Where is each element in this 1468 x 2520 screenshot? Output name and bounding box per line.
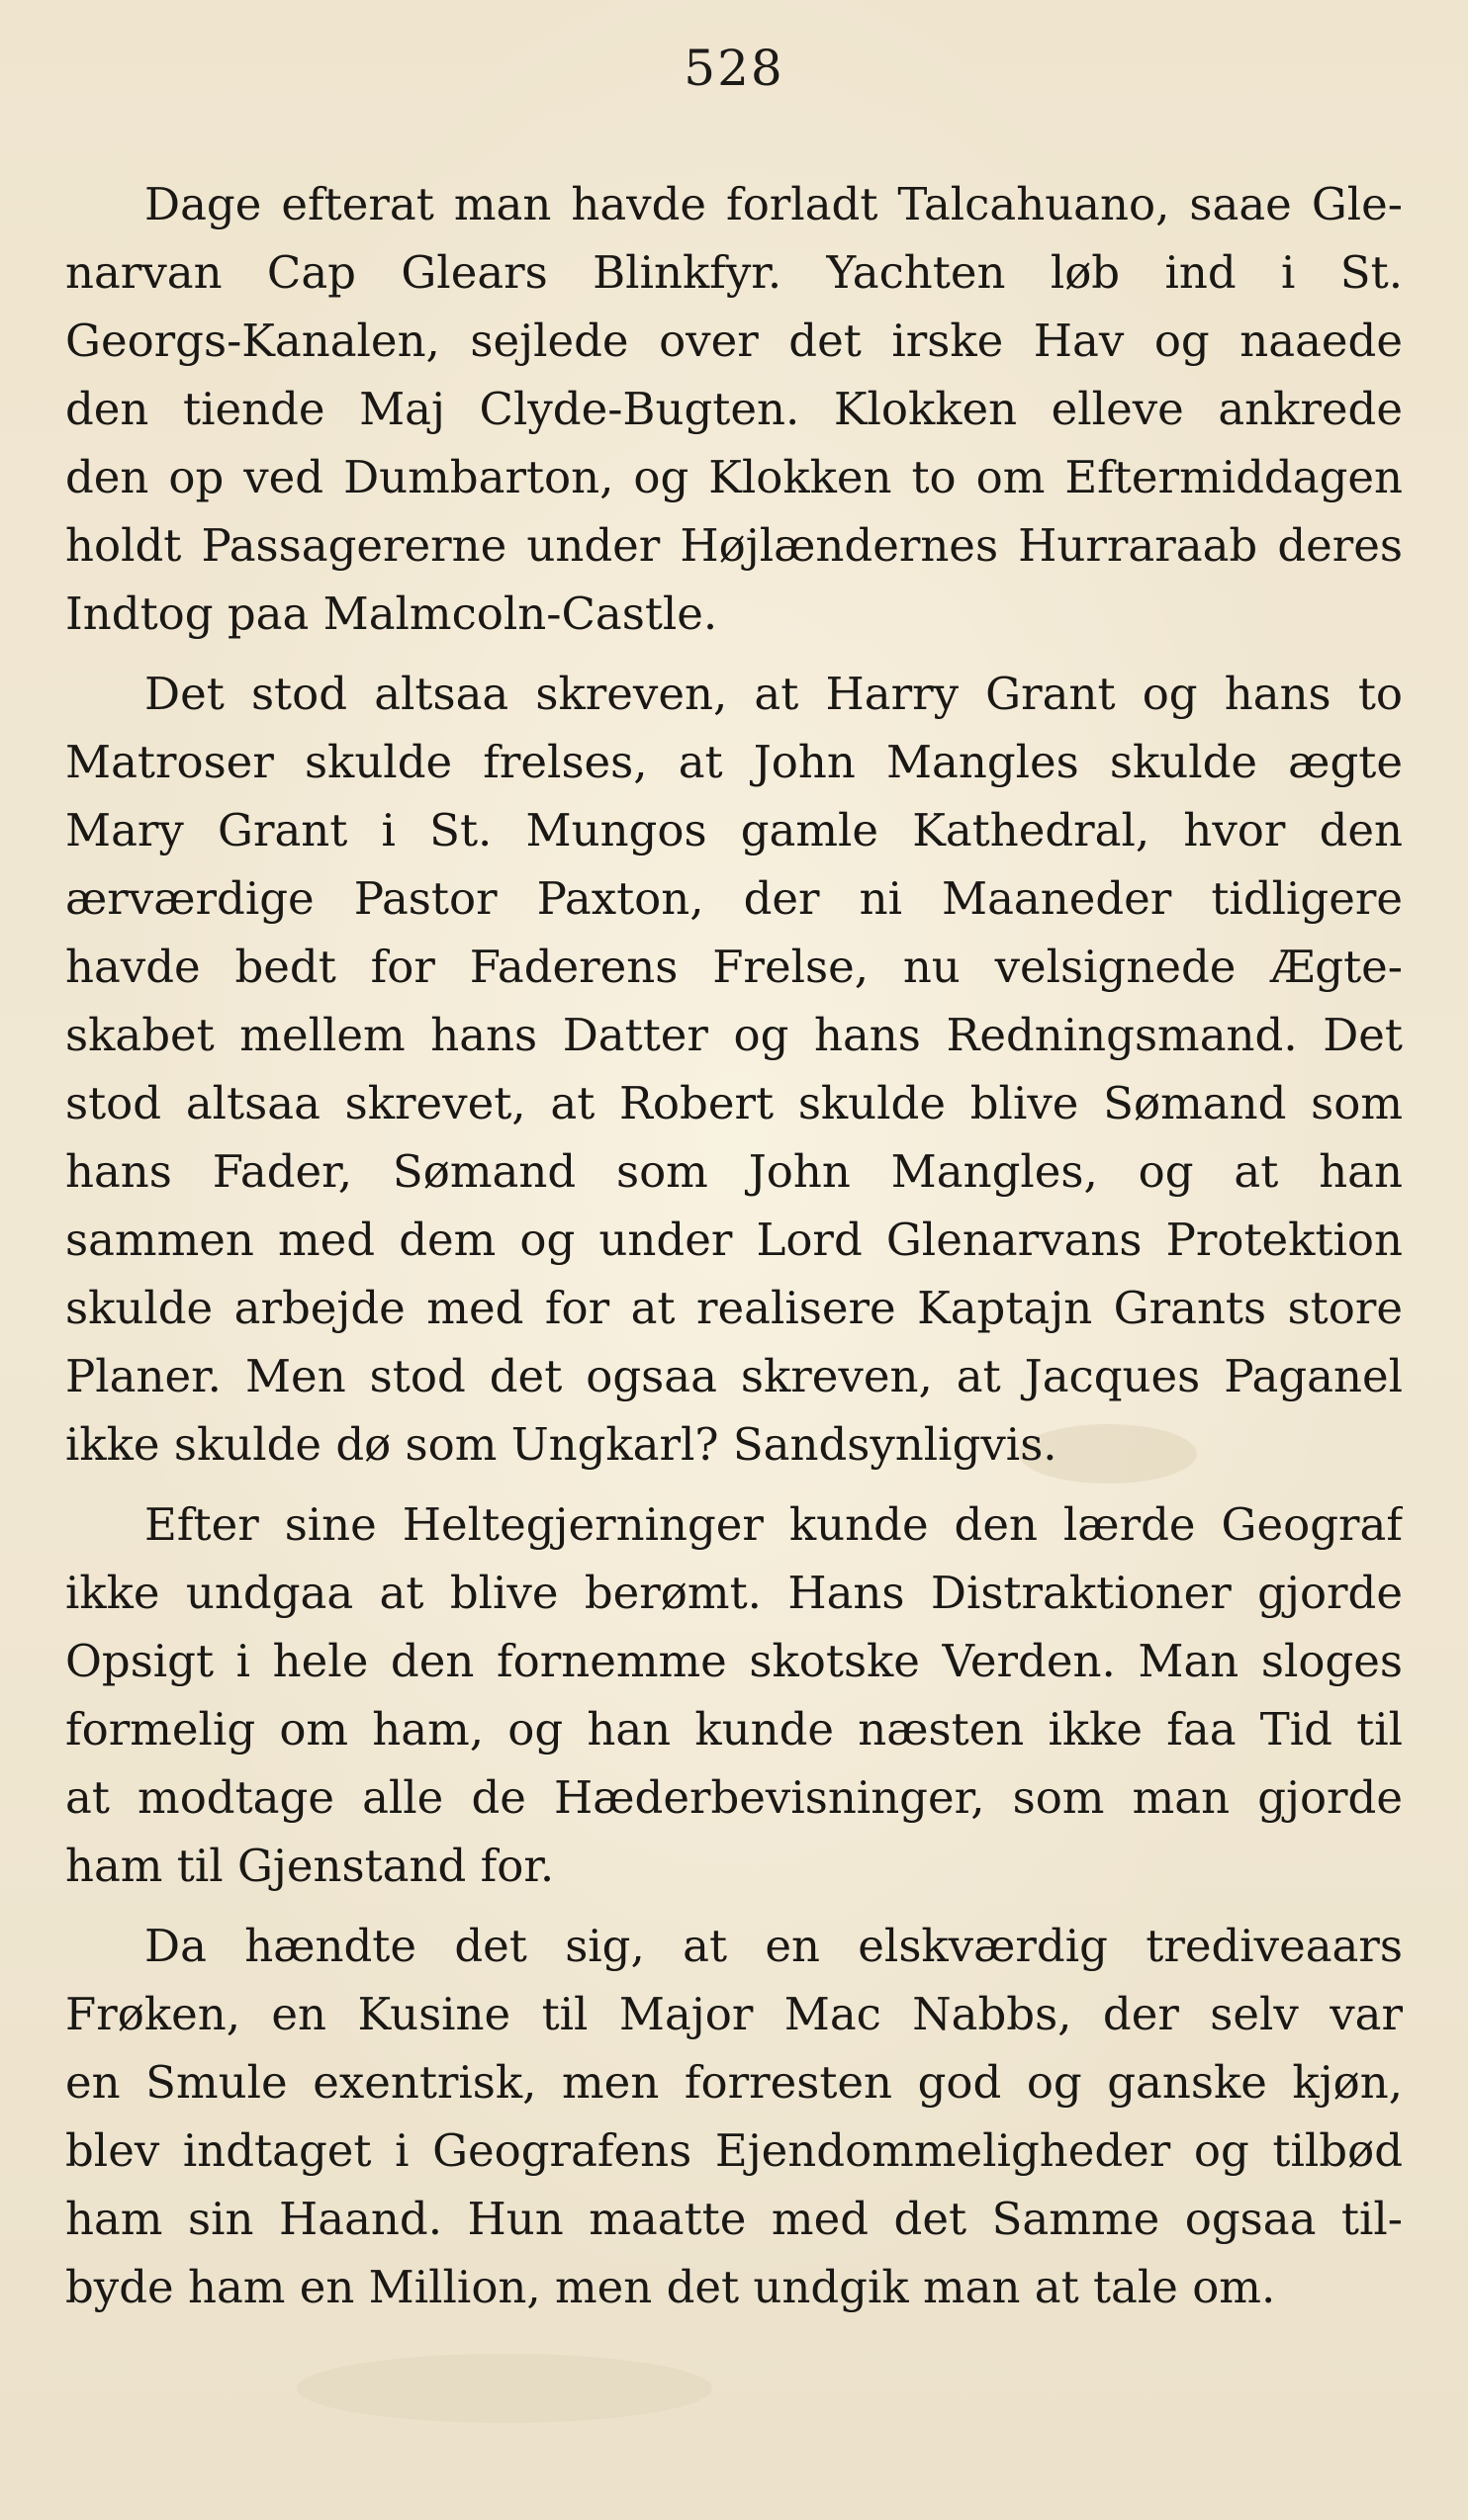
text-line: narvan Cap Glears Blinkfyr. Yachten løb ind i St. <box>65 246 1403 299</box>
text-line: Frøken, en Kusine til Major Mac Nabbs, der selv var <box>65 1988 1403 2040</box>
text-line: en Smule exentrisk, men forresten god og ganske kjøn, <box>65 2056 1403 2109</box>
text-line: stod altsaa skrevet, at Robert skulde blive Sømand som <box>65 1077 1403 1129</box>
text-line: sammen med dem og under Lord Glenarvans Protektion <box>65 1214 1403 1266</box>
text-line: ikke undgaa at blive berømt. Hans Distraktioner gjorde <box>65 1567 1403 1619</box>
text-line: Dage efterat man havde forladt Talcahuano, saae Gle- <box>144 178 1403 230</box>
text-line: ikke skulde dø som Ungkarl? Sandsynligvis. <box>65 1418 1057 1471</box>
paper-stain <box>297 2354 712 2423</box>
paragraph <box>65 1912 1403 2321</box>
text-line: ham sin Haand. Hun maatte med det Samme ogsaa til- <box>65 2193 1403 2245</box>
text-line: Opsigt i hele den fornemme skotske Verden. Man sloges <box>65 1635 1403 1687</box>
text-line: skulde arbejde med for at realisere Kaptajn Grants store <box>65 1282 1403 1334</box>
text-line: Indtog paa Malmcoln-Castle. <box>65 587 718 640</box>
text-line: ham til Gjenstand for. <box>65 1840 555 1892</box>
paragraph-gap <box>65 1479 1403 1490</box>
text-line: at modtage alle de Hæderbevisninger, som man gjorde <box>65 1771 1403 1824</box>
text-line: blev indtaget i Geografens Ejendommeligheder og tilbød <box>65 2124 1403 2177</box>
paragraph <box>65 170 1403 648</box>
text-line: Matroser skulde frelses, at John Mangles skulde ægte <box>65 736 1403 788</box>
paragraph <box>65 660 1403 1479</box>
text-line: den tiende Maj Clyde-Bugten. Klokken elleve ankrede <box>65 383 1403 435</box>
text-line: byde ham en Million, men det undgik man at tale om. <box>65 2261 1276 2313</box>
text-line: Mary Grant i St. Mungos gamle Kathedral, hvor den <box>65 804 1403 856</box>
text-line: Da hændte det sig, at en elskværdig trediveaars <box>144 1920 1403 1972</box>
text-line: ærværdige Pastor Paxton, der ni Maaneder tidligere <box>65 872 1403 925</box>
text-line: formelig om ham, og han kunde næsten ikke faa Tid til <box>65 1703 1403 1755</box>
text-line: hans Fader, Sømand som John Mangles, og at han <box>65 1145 1403 1198</box>
text-line: Efter sine Heltegjerninger kunde den lærde Geograf <box>144 1498 1403 1551</box>
text-line: holdt Passagererne under Højlændernes Hurraraab deres <box>65 519 1403 572</box>
text-line: Planer. Men stod det ogsaa skreven, at Jacques Paganel <box>65 1350 1403 1402</box>
page-number: 528 <box>684 40 784 97</box>
text-line: Georgs-Kanalen, sejlede over det irske Hav og naaede <box>65 315 1403 367</box>
text-line: havde bedt for Faderens Frelse, nu velsignede Ægte- <box>65 941 1403 993</box>
text-line: skabet mellem hans Datter og hans Redningsmand. Det <box>65 1009 1403 1061</box>
paragraph-gap <box>65 1900 1403 1912</box>
text-line: den op ved Dumbarton, og Klokken to om Eftermiddagen <box>65 451 1403 503</box>
text-line: Det stod altsaa skreven, at Harry Grant og hans to <box>144 668 1403 720</box>
body-text <box>65 170 1403 2321</box>
paragraph-gap <box>65 648 1403 660</box>
paragraph <box>65 1490 1403 1900</box>
